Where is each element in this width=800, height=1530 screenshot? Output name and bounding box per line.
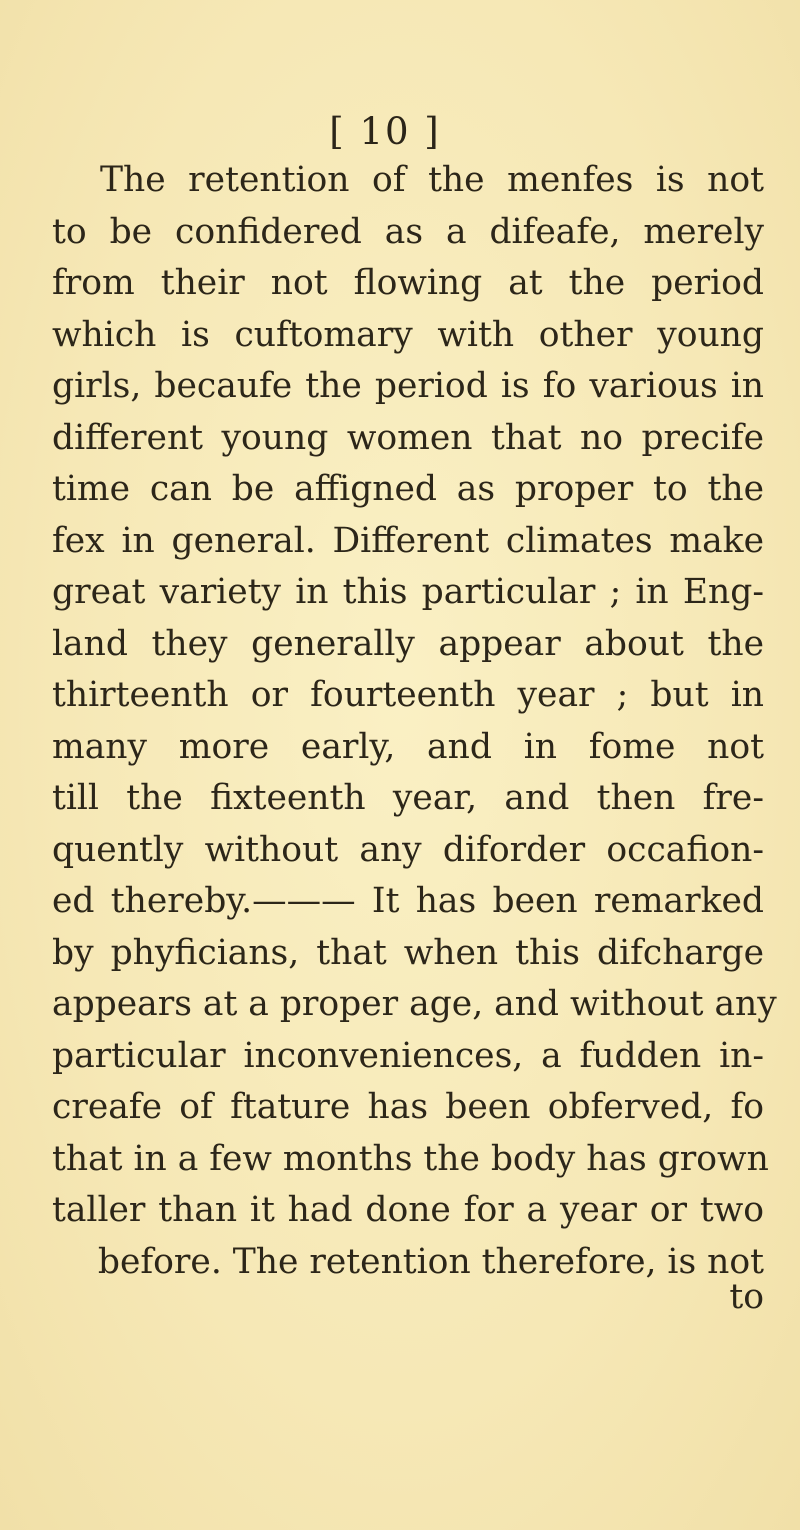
- text-line: that in a few months the body has grown: [52, 1138, 769, 1179]
- text-line: great variety in this particular ; in Eng-: [52, 572, 764, 612]
- text-line: land they generally appear about the: [52, 623, 764, 664]
- text-line: till the fixteenth year, and then fre-: [52, 778, 764, 818]
- text-line: girls, becaufe the period is fo various in: [52, 366, 764, 406]
- text-line: which is cuftomary with other young: [52, 314, 764, 355]
- text-line: The retention of the menfes is not: [100, 160, 764, 200]
- page-number: [ 10 ]: [329, 110, 441, 153]
- text-line: different young women that no precife: [52, 417, 764, 458]
- text-line: ed thereby.——— It has been remarked: [52, 881, 764, 921]
- text-line: taller than it had done for a year or two: [52, 1190, 764, 1230]
- text-line: particular inconveniences, a fudden in-: [52, 1035, 764, 1076]
- text-line: from their not flowing at the period: [52, 263, 764, 303]
- text-line: creafe of ftature has been obferved, fo: [52, 1087, 764, 1127]
- text-line: many more early, and in fome not: [52, 726, 764, 767]
- text-line: appears at a proper age, and without any: [52, 984, 777, 1024]
- text-line: quently without any diforder occafion-: [52, 829, 764, 870]
- text-line: before. The retention therefore, is not: [97, 1241, 764, 1282]
- text-line: by phyficians, that when this difcharge: [52, 932, 764, 973]
- text-line: thirteenth or fourteenth year ; but in: [52, 675, 764, 715]
- catchword: to: [729, 1277, 764, 1317]
- text-line: fex in general. Different climates make: [52, 520, 764, 561]
- text-line: to be confidered as a difeafe, merely: [52, 211, 764, 252]
- text-line: time can be affigned as proper to the: [52, 469, 764, 509]
